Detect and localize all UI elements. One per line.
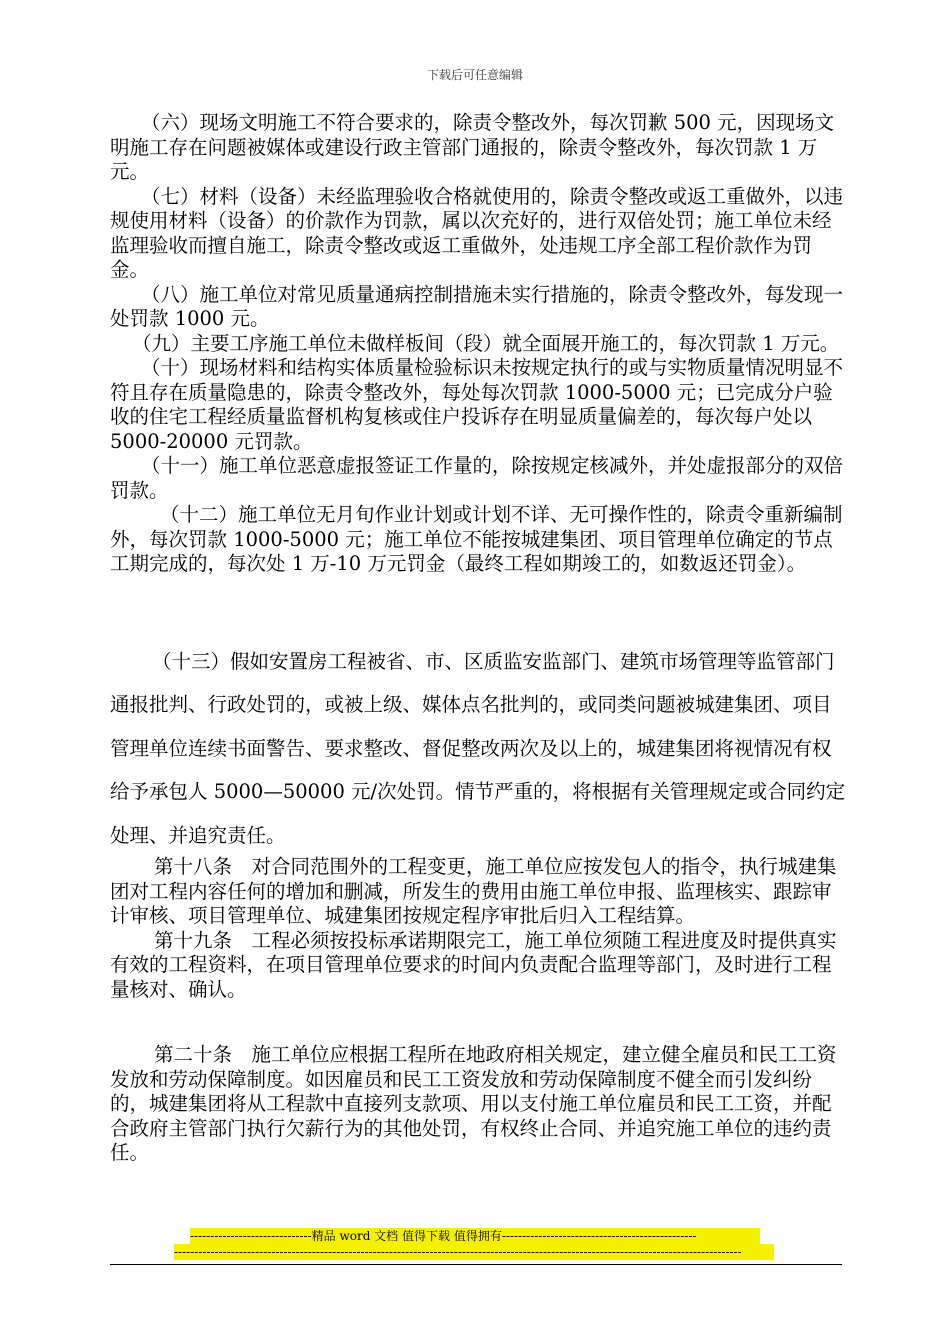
penalty-items-block — [110, 111, 850, 577]
item-8: （八）施工单位对常见质量通病控制措施未实行措施的，除责令整改外，每发现一处罚款 1000 元。 — [110, 282, 844, 330]
item-13: （十三）假如安置房工程被省、市、区质监安监部门、建筑市场管理等监管部门通报批判、行政处罚的，或被上级、媒体点名批判的，或同类问题被城建集团、项目管理单位连续书面警告、要求整改、督促整改两次及以上的，城建集团将视情况有权给予承包人 5000—50000 元/次处罚。情节严重的，将根据有关管理规定或合同约定处理、并追究责任。 — [110, 650, 846, 847]
item-12: （十二）施工单位无月旬作业计划或计划不详、无可操作性的，除责令重新编制外，每次罚款 1000-5000 元；施工单位不能按城建集团、项目管理单位确定的节点工期完成的，每次处 1 万-10 万元罚金（最终工程如期竣工的，如数返还罚金）。 — [110, 503, 843, 575]
footer-banner-line-1: ------------------------------精品 word 文档 值得下载 值得拥有------------------------------------------------ — [190, 1228, 760, 1244]
item-10: （十）现场材料和结构实体质量检验标识未按规定执行的或与实物质量情况明显不符且存在质量隐患的，除责令整改外，每处每次罚款 1000-5000 元；已完成分户验收的住宅工程经质量监督机构复核或住户投诉存在明显质量偏差的，每次每户处以 5000-20000 元罚款。 — [110, 356, 844, 453]
item-9: （九）主要工序施工单位未做样板间（段）就全面展开施工的，每次罚款 1 万元。 — [132, 331, 840, 355]
article-18: 第十八条 对合同范围外的工程变更，施工单位应按发包人的指令，执行城建集团对工程内容任何的增加和删减，所发生的费用由施工单位申报、监理核实、跟踪审计审核、项目管理单位、城建集团按规定程序审批后归入工程结算。 — [110, 855, 837, 927]
articles-18-19-block — [110, 855, 850, 1002]
article-20: 第二十条 施工单位应根据工程所在地政府相关规定，建立健全雇员和民工工资发放和劳动保障制度。如因雇员和民工工资发放和劳动保障制度不健全而引发纠纷的，城建集团将从工程款中直接列支款项、用以支付施工单位雇员和民工工资，并配合政府主管部门执行欠薪行为的其他处罚，有权终止合同、并追究施工单位的违约责任。 — [110, 1043, 837, 1164]
footer-rule — [110, 1264, 842, 1265]
article-19: 第十九条 工程必须按投标承诺期限完工，施工单位须随工程进度及时提供真实有效的工程资料，在项目管理单位要求的时间内负责配合监理等部门，及时进行工程量核对、确认。 — [110, 928, 837, 1001]
article-20-block — [110, 1043, 850, 1166]
footer-banner-line-2: -------------------------------------------------------------------------------------------------------------------------------------------- — [174, 1244, 774, 1260]
item-13-block — [110, 640, 850, 857]
item-7: （七）材料（设备）未经监理验收合格就使用的，除责令整改或返工重做外，以违规使用材料（设备）的价款作为罚款，属以次充好的，进行双倍处罚；施工单位未经监理验收而擅自施工，除责令整改或返工重做外，处违规工序全部工程价款作为罚金。 — [110, 184, 844, 281]
item-11: （十一）施工单位恶意虚报签证工作量的，除按规定核减外，并处虚报部分的双倍罚款。 — [110, 454, 844, 502]
item-6: （六）现场文明施工不符合要求的，除责令整改外，每次罚歉 500 元，因现场文明施工存在问题被媒体或建设行政主管部门通报的，除责令整改外，每次罚款 1 万元。 — [110, 111, 835, 183]
page-header: 下载后可任意编辑 — [426, 68, 523, 82]
